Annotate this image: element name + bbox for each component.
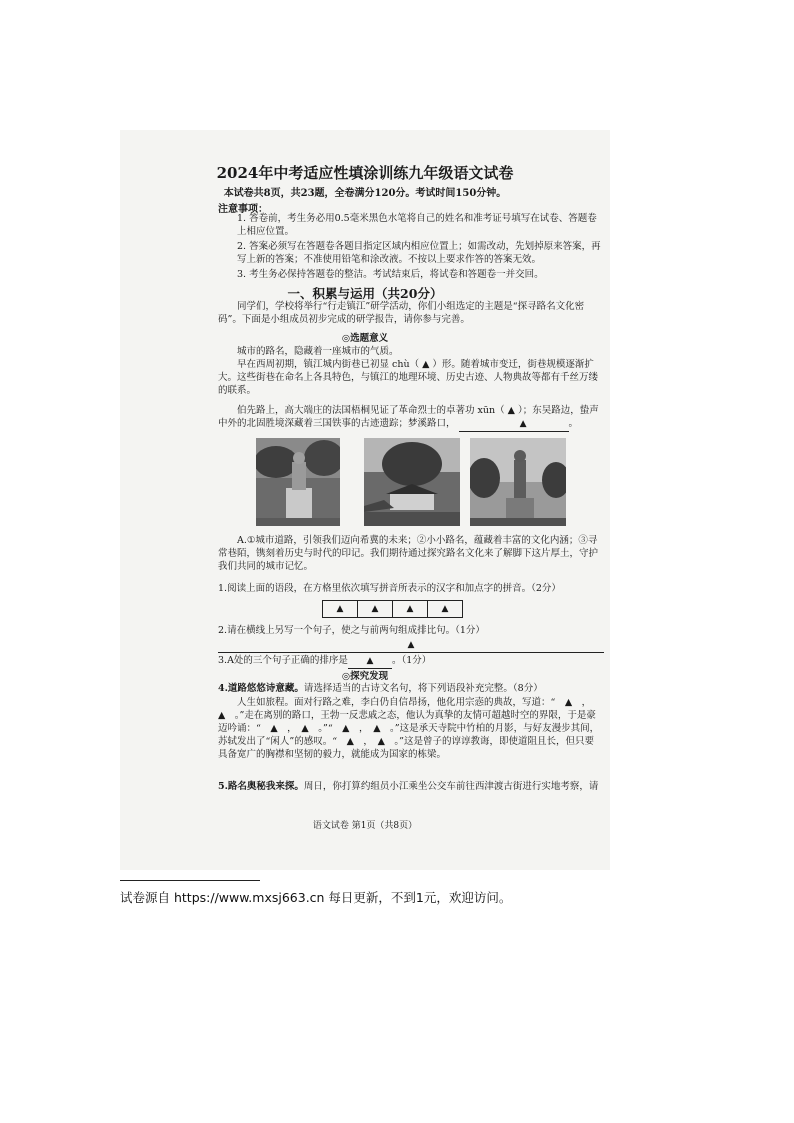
exam-subtitle: 本试卷共8页，共23题，全卷满分120分。考试时间150分钟。: [223, 188, 507, 199]
divider: [120, 880, 260, 881]
answer-blank[interactable]: [459, 417, 569, 432]
triangle-icon: ▲: [336, 604, 344, 614]
exam-title: 2024年中考适应性填涂训练九年级语文试卷: [216, 164, 514, 182]
note-item: 3. 考生务必保持答题卷的整洁。考试结束后，将试卷和答题卷一并交回。: [237, 269, 544, 280]
photo-pavilion: [364, 438, 460, 526]
subsection-heading: ◎探究发现: [341, 671, 389, 682]
subsection-heading: ◎选题意义: [341, 333, 389, 344]
triangle-icon: ▲: [371, 604, 379, 614]
answer-line[interactable]: [218, 638, 604, 653]
question-5: [218, 780, 603, 793]
answer-cell[interactable]: [427, 601, 462, 617]
section-heading: 一、积累与运用（共20分）: [287, 286, 443, 301]
question-4-heading: 4.道路悠悠诗意藏。: [218, 683, 304, 694]
section-intro: 同学们，学校将举行“行走镇江”研学活动，你们小组选定的主题是“探寻路名文化密码”。下面是小组成员初步完成的研学报告，请你参与完善。: [218, 301, 585, 325]
photo-monument: [470, 438, 566, 526]
paragraph: 城市的路名，隐藏着一座城市的气质。: [237, 346, 399, 357]
answer-grid: [322, 600, 463, 618]
triangle-icon: ▲: [519, 419, 527, 429]
question-4: [218, 682, 603, 695]
question-5-prompt: 周日，你打算约组员小江乘坐公交车前往西津渡古街进行实地考察，请: [303, 781, 599, 792]
triangle-icon: ▲: [441, 604, 449, 614]
paragraph-a: A.①城市道路，引领我们迈向希冀的未来；②小小路名，蕴藏着丰富的文化内涵；③寻常巷陌，镌刻着历史与时代的印记。我们期待通过探究路名文化来了解脚下这片厚土，守护我们共同的城市记忆。: [218, 535, 599, 572]
answer-cell[interactable]: [392, 601, 427, 617]
question-5-heading: 5.路名奥秘我来探。: [218, 781, 304, 792]
source-note: 试卷源自 https://www.mxsj663.cn 每日更新，不到1元，欢迎访问。: [120, 890, 512, 905]
triangle-icon: ▲: [406, 604, 414, 614]
photo-statue: [256, 438, 340, 526]
note-item: 1. 答卷前，考生务必用0.5毫米黑色水笔将自己的姓名和准考证号填写在试卷、答题卷上相应位置。: [237, 213, 597, 237]
question-3: [218, 654, 603, 669]
question-1: 1.阅读上面的语段，在方格里依次填写拼音所表示的汉字和加点字的拼音。（2分）: [218, 583, 561, 594]
answer-blank[interactable]: [348, 654, 392, 669]
question-2: 2.请在横线上另写一个句子，使之与前两句组成排比句。（1分）: [218, 625, 485, 636]
question-3-score: 。（1分）: [391, 655, 432, 666]
monument-photo-icon: [470, 438, 566, 526]
question-3-text: 3.A处的三个句子正确的排序是: [218, 655, 348, 666]
paragraph: 伯先路上，高大端庄的法国梧桐见证了革命烈士的卓著功 xūn（ ▲ ）；东吴路边，蛰声中外的北固胜境深藏着三国铁事的古迹遗踪；梦溪路口， ▲ 。: [218, 404, 603, 432]
note-item: 2. 答案必须写在答题卷各题目指定区域内相应位置上；如需改动，先划掉原来答案，再写上新的答案；不准使用铅笔和涂改液。不按以上要求作答的答案无效。: [237, 241, 601, 265]
question-4-prompt: 请选择适当的古诗文名句，将下列语段补充完整。（8分）: [303, 683, 543, 694]
paragraph-text: 伯先路上，高大端庄的法国梧桐见证了革命烈士的卓著功 xūn（ ▲ ）；东吴路边，蛰声中外的北固胜境深藏着三国铁事的古迹遗踪；梦溪路口，: [218, 405, 599, 429]
triangle-icon: ▲: [366, 656, 374, 666]
triangle-icon: ▲: [407, 640, 415, 650]
pavilion-photo-icon: [364, 438, 460, 526]
answer-cell[interactable]: [357, 601, 392, 617]
answer-cell[interactable]: [323, 601, 357, 617]
statue-photo-icon: [256, 438, 340, 526]
notes-heading: 注意事项：: [218, 204, 268, 215]
question-4-body: 人生如旅程。面对行路之难，李白仍自信昂扬，他化用宗悫的典故，写道：“ ▲ ， ▲ 。”走在离别的路口，王勃一反悲戚之态，他认为真挚的友情可超越时空的界限，于是豪迈吟诵：“ ▲ ， ▲ 。”“ ▲ ， ▲ 。”这是承天寺院中竹柏的月影，与好友漫步其间，苏轼发出了“闲人”的感叹。“ ▲ ， ▲ 。”这是曾子的谆谆教诲，即使道阻且长，但只要具备宽广的胸襟和坚韧的毅力，就能成为国家的栋梁。: [218, 697, 600, 760]
page-number: 语文试卷 第1页（共8页）: [312, 821, 418, 831]
paragraph: 早在西周初期，镇江城内街巷已初显 chù（ ▲ ）形。随着城市变迁，街巷规模逐渐扩大。这些街巷在命名上各具特色，与镇江的地理环境、历史古迹、人物典故等都有千丝万缕的联系。: [218, 359, 599, 396]
